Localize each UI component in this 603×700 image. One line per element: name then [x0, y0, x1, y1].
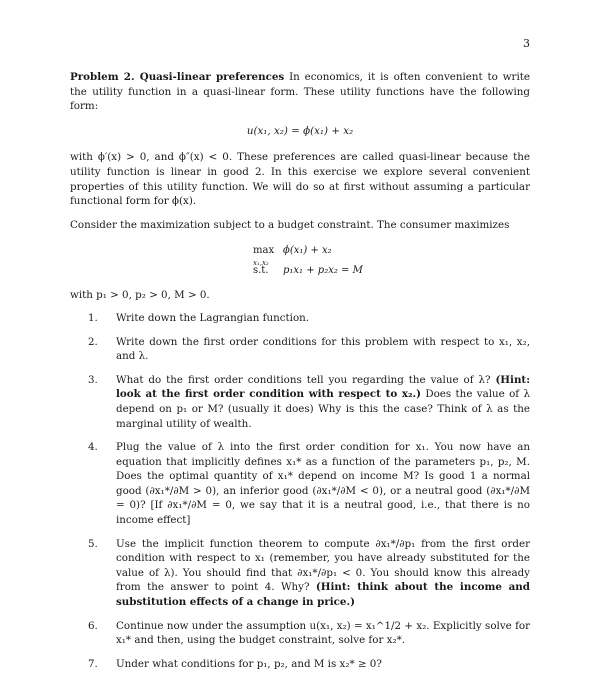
- max-label: max: [253, 245, 275, 257]
- objective-row: [253, 244, 530, 267]
- question-item: [70, 311, 530, 326]
- utility-equation: u(x₁, x₂) = ϕ(x₁) + x₂: [246, 124, 354, 137]
- intro-paragraph: [70, 70, 530, 114]
- question-number: 2.: [88, 335, 98, 348]
- question-text: Write down the first order conditions for this problem with respect to x₁, x₂, and λ.: [116, 335, 530, 363]
- intro-text: In economics, it is often convenient to write the utility function in a quasi-linear form. These utility functions have the following form:: [70, 71, 530, 113]
- question-text: [116, 537, 530, 610]
- question-item: [70, 335, 530, 364]
- max-subscript: x₁,x₂: [253, 258, 269, 267]
- question-text-part: Does the value of λ depend on p₁ or M? (usually it does) Why is this the case? Think of λ as the marginal utility of wealth.: [116, 388, 530, 430]
- question-number: 6.: [88, 619, 98, 632]
- question-number: 3.: [88, 373, 98, 386]
- maximization-paragraph: Consider the maximization subject to a budget constraint. The consumer maximizes: [70, 218, 510, 231]
- question-item: [70, 373, 530, 431]
- question-text: [116, 373, 530, 431]
- question-list: [70, 311, 530, 671]
- question-number: 7.: [88, 657, 98, 670]
- constraint-row: [253, 264, 530, 278]
- question-text: Plug the value of λ into the first order condition for x₁. You now have an equation that implicitly defines x₁* as a function of the parameters p₁, p₂, M. Does the optimal quantity of x₁* depend on income M? Is good 1 a normal good (∂x₁*/∂M > 0), an inferior good (∂x₁*/∂M < 0), or a neutral good (∂x₁*/∂M = 0)? [If ∂x₁*/∂M = 0, we say that it is a neutral good, i.e., that there is no income effect]: [116, 441, 530, 527]
- definition-paragraph: with ϕ′(x) > 0, and ϕ″(x) < 0. These preferences are called quasi-linear because the utility function is linear in good 2. In this exercise we explore several convenient properties of this utility function. We will do so at first without assuming a particular functional form for ϕ(x).: [70, 151, 530, 208]
- question-hint: (Hint: think about the income and substitution effects of a change in price.): [116, 581, 530, 609]
- objective-function: ϕ(x₁) + x₂: [283, 245, 332, 257]
- question-number: 5.: [88, 537, 98, 550]
- problem-heading: Problem 2. Quasi-linear preferences: [70, 71, 285, 83]
- question-text-part: What do the first order conditions tell you regarding the value of λ?: [116, 373, 496, 386]
- question-number: 4.: [88, 441, 98, 454]
- question-text: Under what conditions for p₁, p₂, and M is x₂* ≥ 0?: [116, 657, 382, 670]
- subject-to-label: s.t.: [253, 265, 269, 277]
- budget-constraint: p₁x₁ + p₂x₂ = M: [283, 265, 363, 277]
- document-body: [70, 70, 530, 680]
- optimization-problem: [253, 244, 530, 278]
- question-number: 1.: [88, 311, 98, 324]
- question-hint: (Hint: look at the first order condition with respect to x₂.): [116, 373, 530, 401]
- parameter-conditions: with p₁ > 0, p₂ > 0, M > 0.: [70, 289, 210, 302]
- question-item: [70, 657, 530, 672]
- page-number: 3: [523, 37, 530, 50]
- question-text: Continue now under the assumption u(x₁, x₂) = x₁^1/2 + x₂. Explicitly solve for x₁* and then, using the budget constraint, solve for x₂*.: [116, 619, 530, 647]
- question-item: [70, 619, 530, 648]
- question-text: Write down the Lagrangian function.: [116, 311, 310, 324]
- question-text-part: Use the implicit function theorem to compute ∂x₁*/∂p₁ from the first order condition with respect to x₁ (remember, you have already substituted for the value of λ). You should find that ∂x₁*/∂p₁ < 0. You should know this already from the answer to point 4. Why?: [116, 537, 530, 594]
- question-item: [70, 537, 530, 610]
- question-item: [70, 440, 530, 528]
